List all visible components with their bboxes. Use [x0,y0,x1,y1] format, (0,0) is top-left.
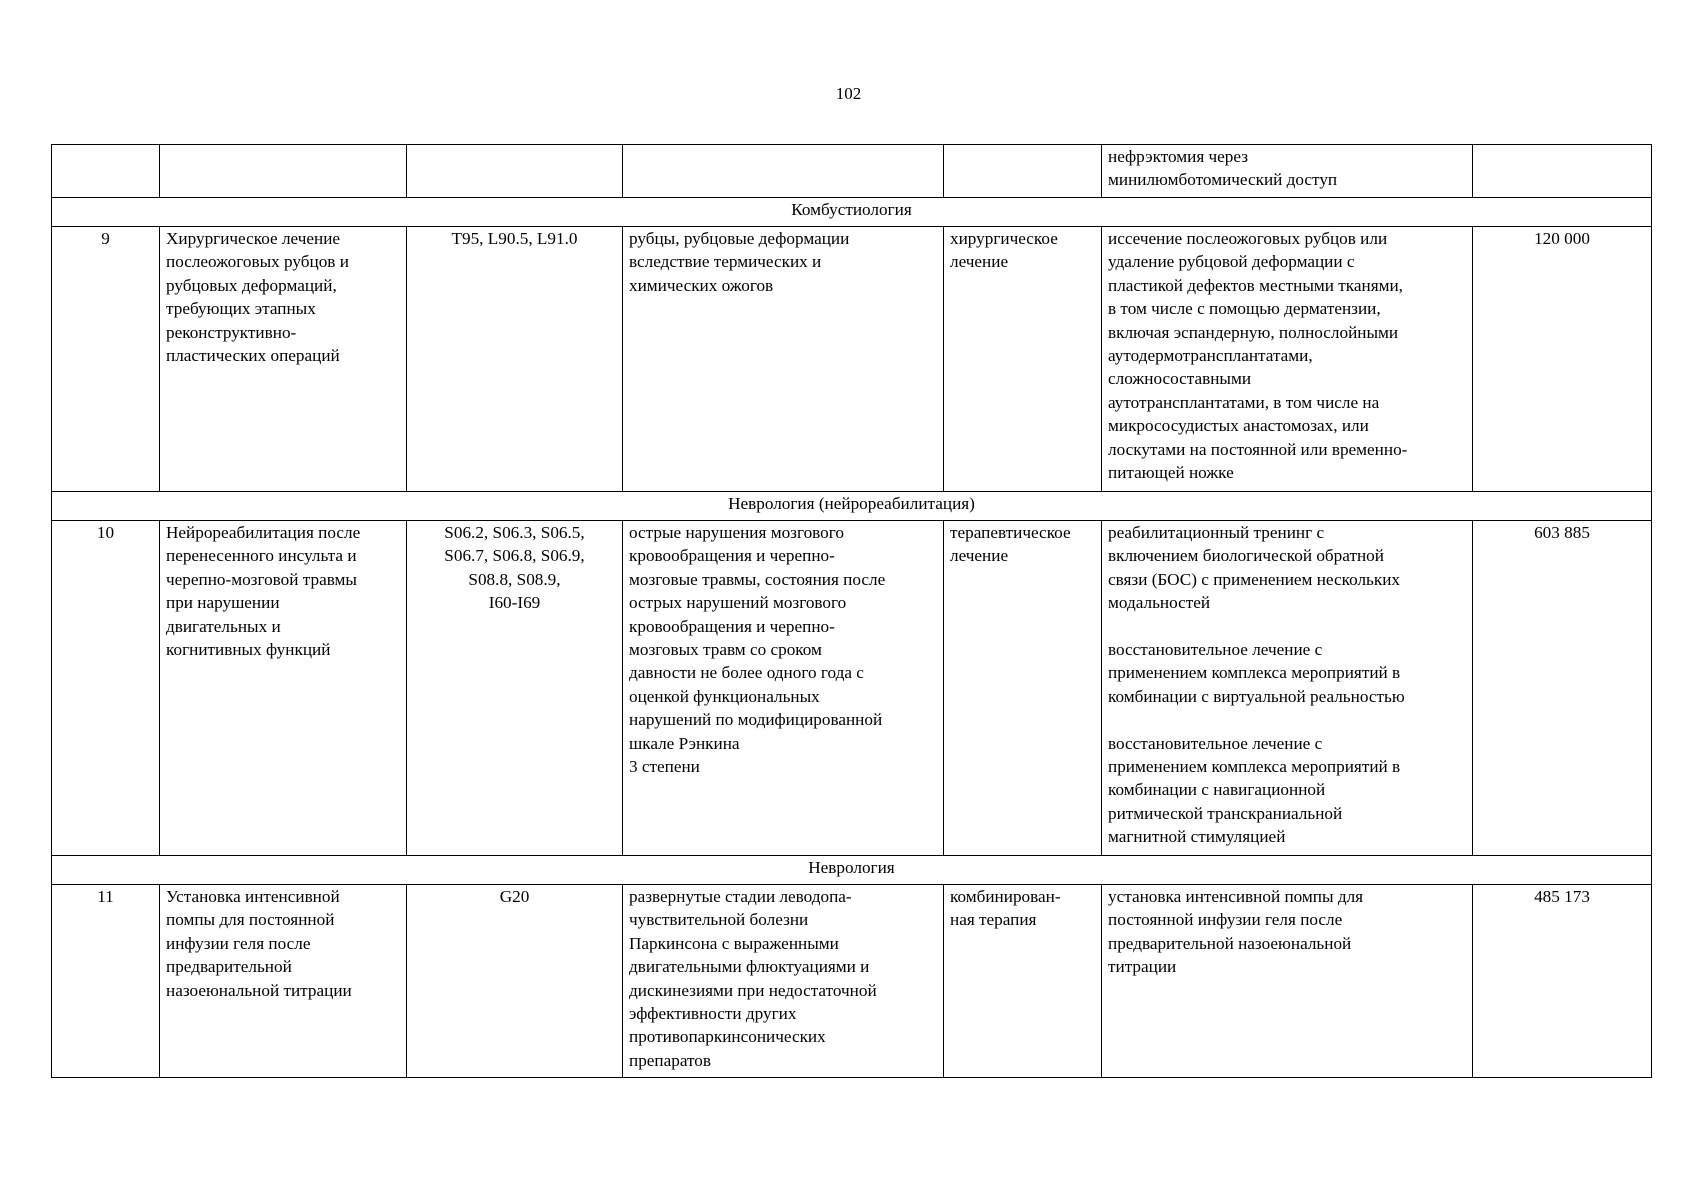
cell-text-line: комбинации с виртуальной реальностью [1108,686,1405,706]
cell-model [623,145,944,198]
cell-text-line: связи (БОС) с применением нескольких [1108,569,1401,589]
cell-text-line: I60-I69 [488,593,541,613]
cell-text-line: применением комплекса мероприятий в [1108,663,1401,683]
cell-text-line: шкале Рэнкина [629,733,740,753]
cell-text-line: препаратов [629,1050,712,1070]
cell-text-line: двигательных и [166,616,281,636]
cell-text-line: T95, L90.5, L91.0 [451,229,578,248]
cell-text-line: удаление рубцовой деформации с [1108,252,1355,272]
cell-text-line: восстановительное лечение с [1108,733,1323,753]
cell-text-line: включая эспандерную, полнослойными [1108,322,1399,342]
cell-text-line: пластикой дефектов местными тканями, [1108,275,1403,295]
cell-name [160,885,407,1078]
cell-text-line: давности не более одного года с [629,663,864,683]
cell-text-line: в том числе с помощью дерматензии, [1108,299,1381,319]
cell-codes [407,885,623,1078]
cell-text-line: сложносоставными [1108,369,1252,389]
cell-text-line: применением комплекса мероприятий в [1108,757,1401,777]
cell-num: 11 [52,885,160,1078]
cell-text-line: рубцы, рубцовые деформации [629,229,850,248]
cell-text-line: мозговых травм со сроком [629,640,822,660]
cell-codes [407,145,623,198]
cell-text-line: развернутые стадии леводопа- [629,887,852,906]
cell-text-line: терапевтическое [950,523,1071,542]
cell-text-line: магнитной стимуляцией [1108,827,1286,847]
cell-text-line: нефрэктомия через [1108,147,1249,166]
cell-text-line: дискинезиями при недостаточной [629,980,877,1000]
cell-model [623,227,944,492]
cell-name [160,227,407,492]
cell-text-line: комбинации с навигационной [1108,780,1326,800]
cell-text-line: черепно-мозговой травмы [166,569,357,589]
cell-text-line: чувствительной болезни [629,910,809,930]
cell-text-line: титрации [1108,957,1177,977]
cell-treatment [944,227,1102,492]
cell-text-line: аутотрансплантатами, в том числе на [1108,392,1380,412]
section-row-neurology [52,856,1652,885]
cell-text-line: комбинирован- [950,887,1061,906]
cell-text-line: при нарушении [166,593,280,613]
cell-text-line: хирургическое [950,229,1058,248]
cell-text-line: аутодермотрансплантатами, [1108,346,1313,366]
cell-text-line: рубцовых деформаций, [166,275,337,295]
cell-text-line: восстановительное лечение с [1108,640,1323,660]
cell-text-line: питающей ножке [1108,463,1234,483]
cell-text-line: кровообращения и черепно- [629,546,835,566]
cell-text-line: лечение [950,252,1009,272]
cell-text-line: кровообращения и черепно- [629,616,835,636]
paragraph-gap [1108,615,1466,638]
section-title: Неврология (нейрореабилитация) [52,492,1652,521]
cell-text-line: вследствие термических и [629,252,822,272]
cell-treatment [944,145,1102,198]
cell-codes [407,227,623,492]
cell-text-line: Хирургическое лечение [166,229,341,248]
cell-text-line: послеожоговых рубцов и [166,252,349,272]
cell-text-line: S06.2, S06.3, S06.5, [444,523,585,542]
cell-text-line: ная терапия [950,910,1037,930]
cell-cost: 485 173 [1473,885,1652,1078]
section-row-neuro-rehab [52,492,1652,521]
cell-text-line: постоянной инфузии геля после [1108,910,1343,930]
cell-text-line: помпы для постоянной [166,910,335,930]
cell-text-line: инфузии геля после [166,933,311,953]
cell-text-line: противопаркинсонических [629,1027,826,1047]
table-row-continuation [52,145,1652,198]
cell-text-line: модальностей [1108,593,1211,613]
cell-methods [1102,885,1473,1078]
cell-text-line: двигательными флюктуациями и [629,957,870,977]
cell-text-line: минилюмботомический доступ [1108,170,1338,190]
cell-num [52,145,160,198]
cell-text-line: предварительной [166,957,292,977]
cell-model [623,521,944,856]
cell-methods [1102,145,1473,198]
cell-text-line: эффективности других [629,1004,797,1024]
cell-methods [1102,521,1473,856]
section-title: Неврология [52,856,1652,885]
medical-care-table [51,144,1652,1078]
cell-num: 10 [52,521,160,856]
cell-text-line: ритмической транскраниальной [1108,803,1343,823]
table-row-10 [52,521,1652,856]
cell-cost [1473,145,1652,198]
cell-text-line: Нейрореабилитация после [166,523,361,542]
cell-text-line: лоскутами на постоянной или временно- [1108,439,1408,459]
cell-text-line: предварительной назоеюнальной [1108,933,1352,953]
table-row-9 [52,227,1652,492]
cell-name [160,145,407,198]
cell-text-line: пластических операций [166,346,340,366]
cell-text-line: острые нарушения мозгового [629,523,844,542]
cell-text-line: реконструктивно- [166,322,297,342]
cell-methods [1102,227,1473,492]
section-row-combustiology [52,198,1652,227]
cell-text-line: требующих этапных [166,299,316,319]
cell-text-line: G20 [499,887,530,906]
cell-text-line: оценкой функциональных [629,686,820,706]
cell-num: 9 [52,227,160,492]
cell-text-line: мозговые травмы, состояния после [629,569,886,589]
cell-model [623,885,944,1078]
cell-text-line: S08.8, S08.9, [468,569,561,589]
cell-text-line: 3 степени [629,757,700,777]
cell-text-line: Установка интенсивной [166,887,340,906]
cell-treatment [944,885,1102,1078]
page-number: 102 [835,84,862,103]
cell-text-line: установка интенсивной помпы для [1108,887,1364,906]
cell-text-line: S06.7, S06.8, S06.9, [444,546,585,566]
table-row-11 [52,885,1652,1078]
cell-text-line: иссечение послеожоговых рубцов или [1108,229,1388,248]
cell-text-line: когнитивных функций [166,640,331,660]
cell-text-line: Паркинсона с выраженными [629,933,839,953]
cell-text-line: нарушений по модифицированной [629,710,883,730]
cell-text-line: реабилитационный тренинг с [1108,523,1325,542]
paragraph-gap [1108,708,1466,731]
cell-treatment [944,521,1102,856]
cell-cost: 603 885 [1473,521,1652,856]
section-title: Комбустиология [52,198,1652,227]
cell-text-line: назоеюнальной титрации [166,980,352,1000]
cell-text-line: микрососудистых анастомозах, или [1108,416,1369,436]
cell-text-line: химических ожогов [629,275,774,295]
cell-text-line: острых нарушений мозгового [629,593,847,613]
cell-text-line: перенесенного инсульта и [166,546,357,566]
cell-text-line: включением биологической обратной [1108,546,1384,566]
cell-name [160,521,407,856]
cell-text-line: лечение [950,546,1009,566]
cell-codes [407,521,623,856]
cell-cost: 120 000 [1473,227,1652,492]
